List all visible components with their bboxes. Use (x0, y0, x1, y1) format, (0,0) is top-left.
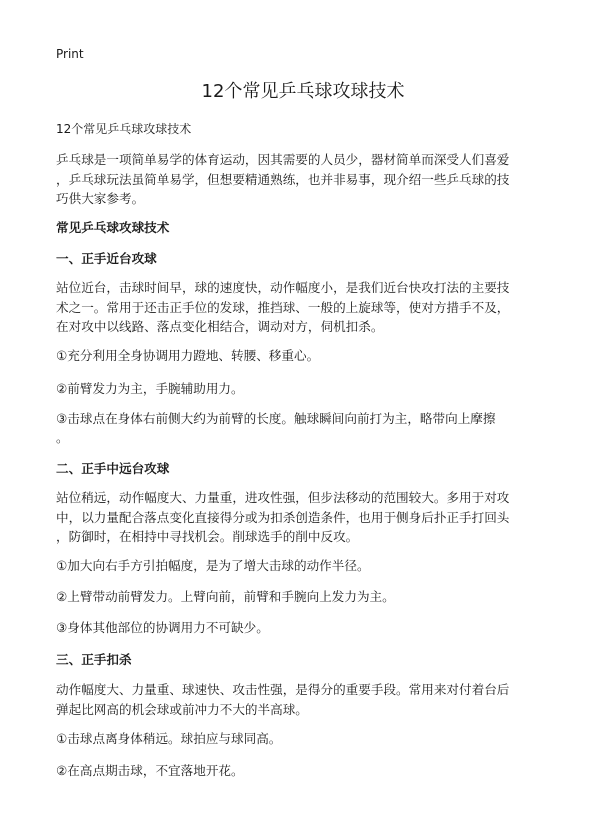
paragraph-line: 动作幅度大、力量重、球速快、攻击性强，是得分的重要手段。常用来对付着台后 (56, 682, 510, 697)
section-paragraph (56, 680, 550, 719)
paragraph-line: 站位稍远，动作幅度大、力量重，进攻性强，但步法移动的范围较大。多用于对攻 (56, 490, 510, 505)
technique-point: 。 (56, 430, 69, 445)
paragraph-line: 弹起比网高的机会球或前冲力不大的半高球。 (56, 701, 308, 717)
section-heading: 一、正手近台攻球 (56, 251, 157, 266)
section-heading: 三、正手扣杀 (56, 652, 132, 667)
technique-point: ①击球点离身体稍远。球拍应与球同高。 (56, 731, 282, 746)
intro-paragraph (56, 150, 550, 209)
technique-point: ②前臂发力为主，手腕辅助用力。 (56, 381, 244, 396)
paragraph-line: 在对攻中以线路、落点变化相结合，调动对方，伺机扣杀。 (56, 319, 384, 334)
section-paragraph (56, 278, 550, 337)
technique-point: ②在高点期击球，不宜落地开花。 (56, 763, 244, 778)
technique-point: ①充分利用全身协调用力蹬地、转腰、移重心。 (56, 348, 320, 363)
intro-line: 巧供大家参考。 (56, 191, 145, 206)
technique-point: ②上臂带动前臂发力。上臂向前，前臂和手腕向上发力为主。 (56, 589, 395, 604)
section-title: 常见乒乓球攻球技术 (56, 220, 170, 235)
section-paragraph (56, 488, 550, 547)
paragraph-line: 术之一。常用于还击正手位的发球，推挡球、一般的上旋球等，使对方措手不及， (56, 299, 510, 315)
paragraph-line: 站位近台，击球时间早，球的速度快，动作幅度小，是我们近台快攻打法的主要技 (56, 280, 510, 295)
intro-line: 乒乓球是一项简单易学的体育运动，因其需要的人员少，器材简单而深受人们喜爱 (56, 152, 510, 167)
section-heading: 二、正手中远台攻球 (56, 461, 170, 476)
technique-point: ③身体其他部位的协调用力不可缺少。 (56, 620, 269, 635)
paragraph-line: ，防御时，在相持中寻找机会。削球选手的削中反攻。 (56, 529, 359, 544)
intro-line: ，乒乓球玩法虽简单易学，但想要精通熟练，也并非易事，现介绍一些乒乓球的技 (56, 171, 510, 187)
document-subtitle: 12个常见乒乓球攻球技术 (56, 122, 192, 136)
print-label: Print (56, 47, 84, 61)
paragraph-line: 中，以力量配合落点变化直接得分或为扣杀创造条件，也用于侧身后扑正手打回头 (56, 509, 510, 525)
technique-point: ③击球点在身体右前侧大约为前臂的长度。触球瞬间向前打为主，略带向上摩擦 (56, 411, 496, 426)
technique-point: ①加大向右手方引拍幅度，是为了增大击球的动作半径。 (56, 558, 370, 573)
document-title: 12个常见乒乓球攻球技术 (201, 81, 405, 102)
